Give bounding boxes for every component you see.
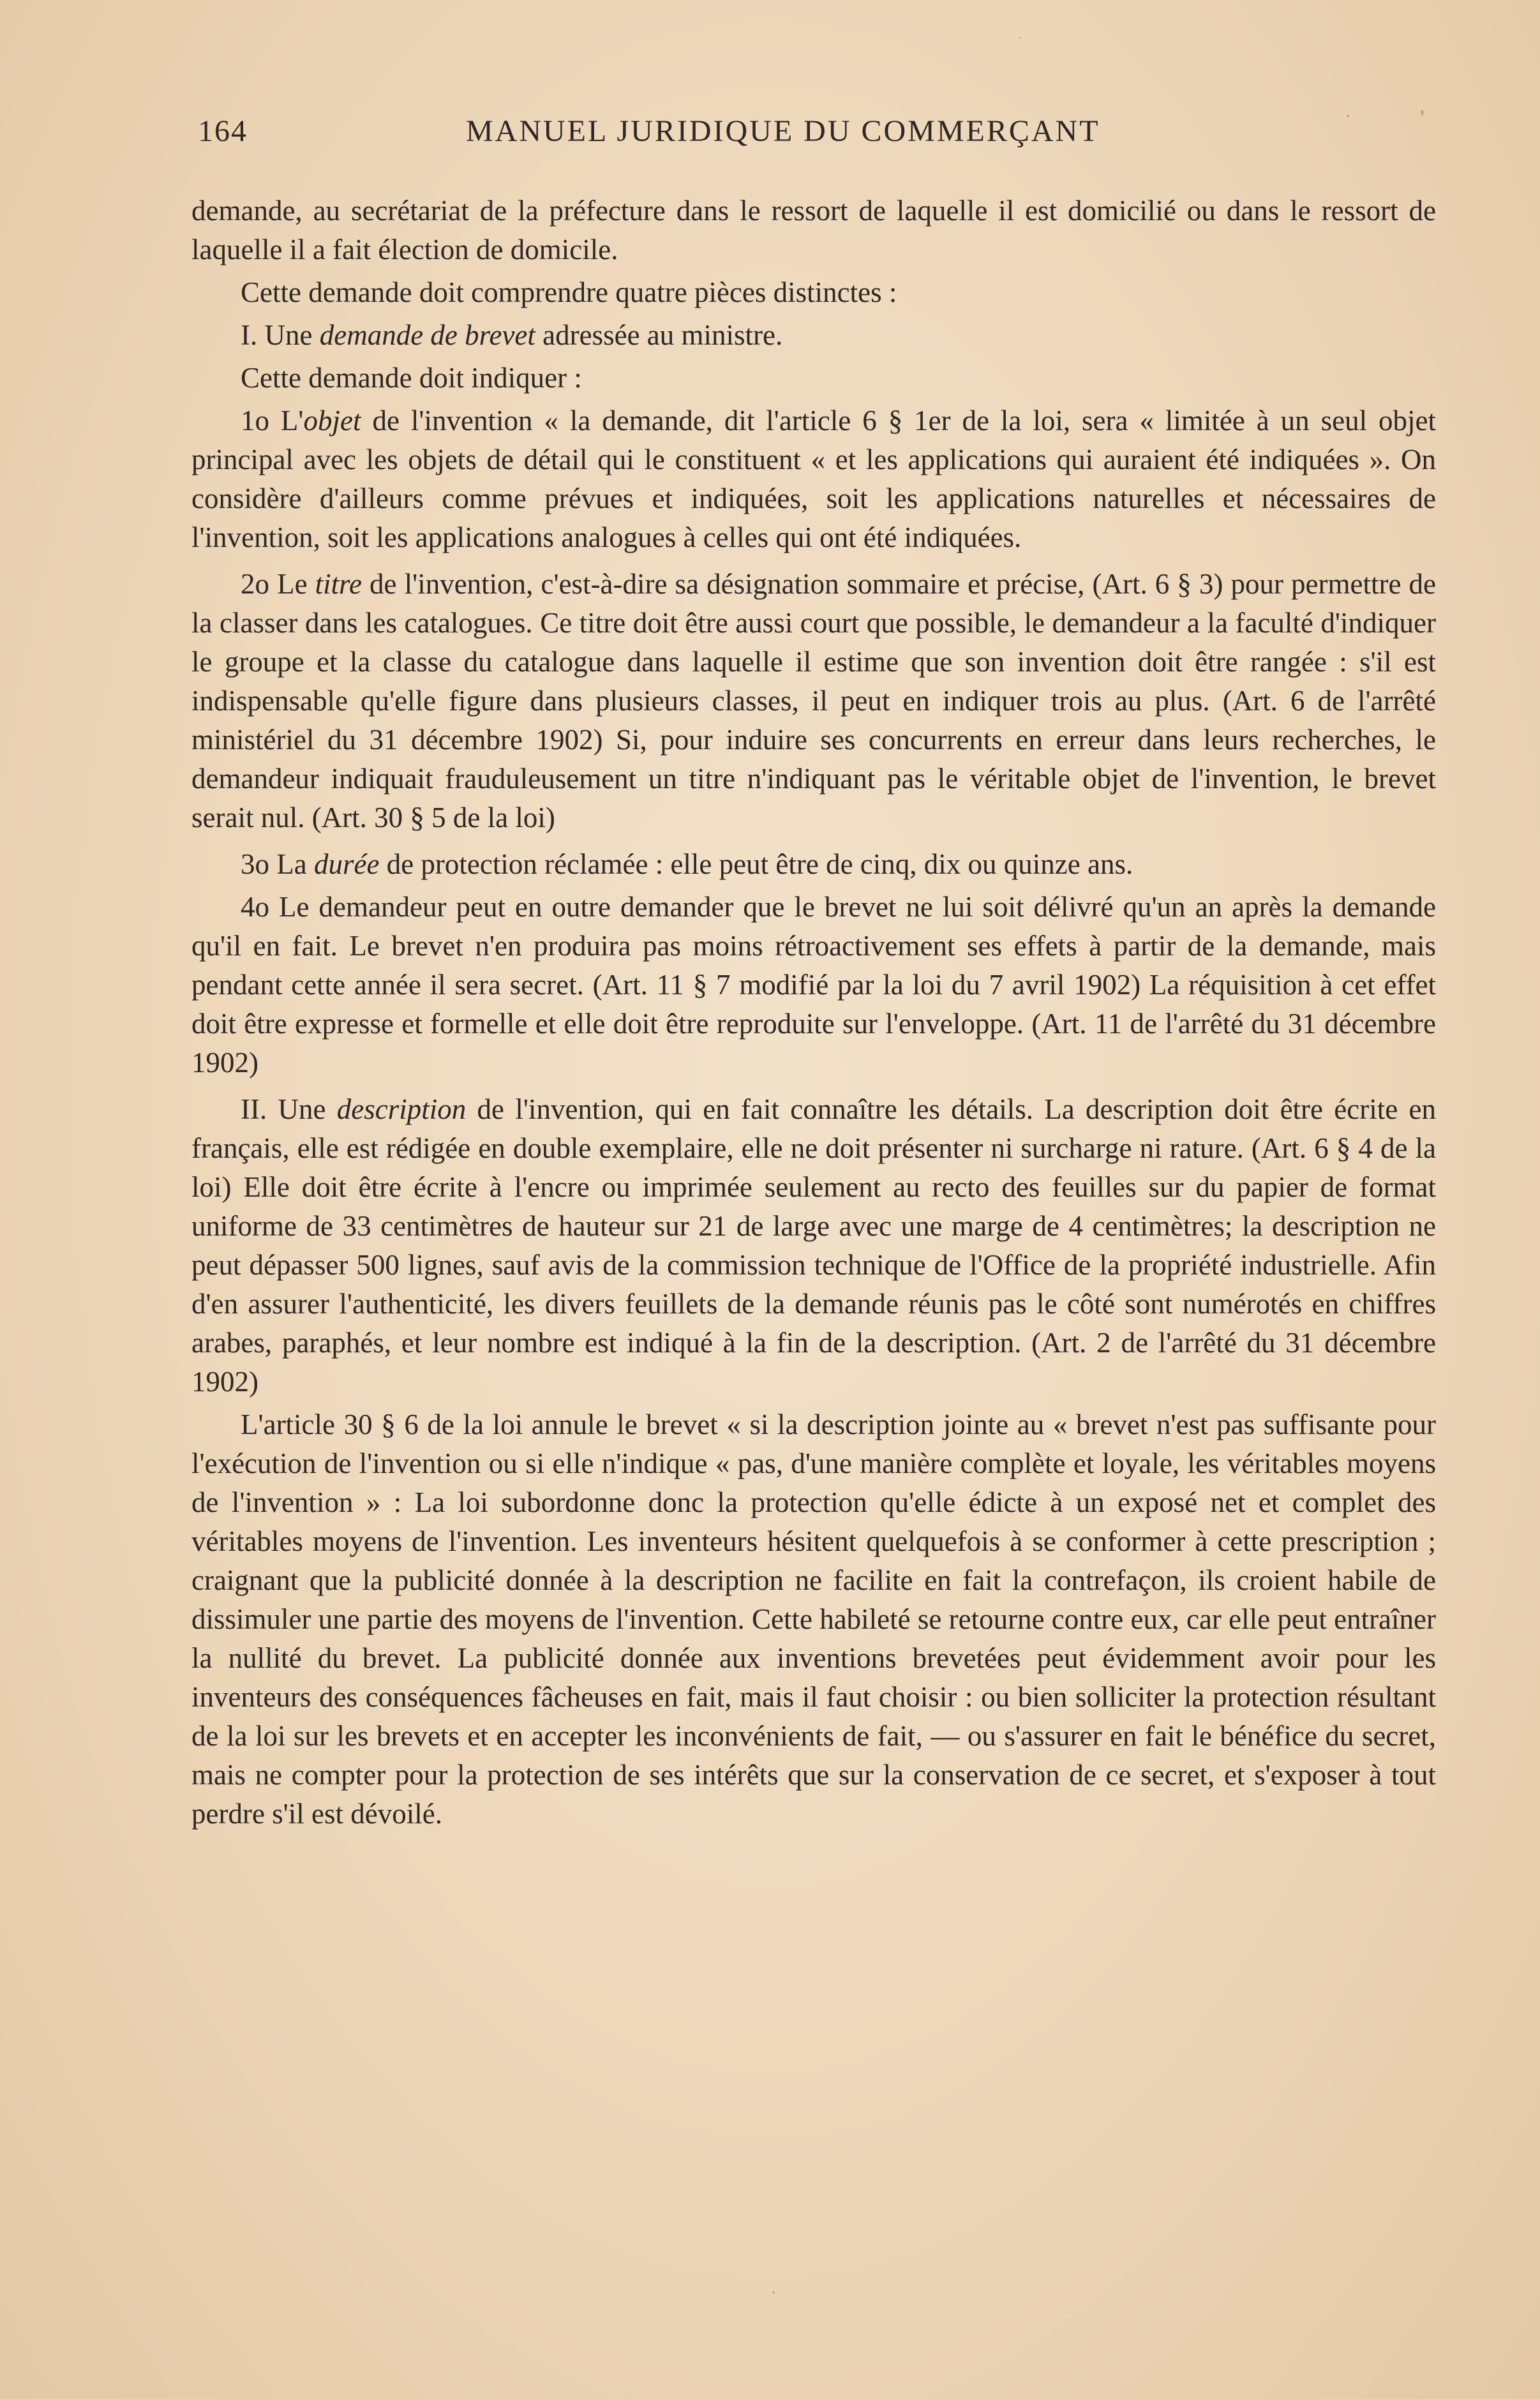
- text-run: adressée au ministre.: [535, 319, 783, 351]
- paragraph: [191, 1405, 1436, 1834]
- italic-term: titre: [315, 568, 362, 600]
- text-run: Cette demande doit comprendre quatre pièces distinctes :: [241, 276, 897, 308]
- page-number: 164: [198, 114, 248, 148]
- text-run: 4o Le demandeur peut en outre demander que le brevet ne lui soit délivré qu'un an après la demande qu'il en fait. Le brevet n'en produira pas moins rétroactivement ses effets à partir de la demande, mais pendant cette année il sera secret. (Art. 11 § 7 modifié par la loi du 7 avril 1902) La réquisition à cet effet doit être expresse et formelle et elle doit être reproduite sur l'enveloppe. (Art. 11 de l'arrêté du 31 décembre 1902): [191, 891, 1436, 1079]
- running-title: MANUEL JURIDIQUE DU COMMERÇANT: [466, 114, 1100, 148]
- italic-term: objet: [303, 405, 361, 437]
- text-run: II. Une: [241, 1093, 337, 1125]
- paragraph: [191, 565, 1436, 837]
- paragraph: [191, 401, 1436, 557]
- italic-term: description: [336, 1093, 467, 1125]
- text-run: I. Une: [241, 319, 320, 351]
- text-run: demande, au secrétariat de la préfecture dans le ressort de laquelle il est domicilié ou dans le ressort de laquelle il a fait élection de domicile.: [191, 195, 1436, 265]
- paragraph: [191, 316, 1436, 355]
- text-run: 2o Le: [241, 568, 315, 600]
- text-run: de l'invention, c'est-à-dire sa désignation sommaire et précise, (Art. 6 § 3) pour permettre de la classer dans les catalogues. Ce titre doit être aussi court que possible, le demandeur a la faculté d'indiquer le groupe et la classe du catalogue dans laquelle il estime que son invention doit être rangée : s'il est indispensable qu'elle figure dans plusieurs classes, il peut en indiquer trois au plus. (Art. 6 de l'arrêté ministériel du 31 décembre 1902) Si, pour induire ses concurrents en erreur dans leurs recherches, le demandeur indiquait frauduleusement un titre n'indiquant pas le véritable objet de l'invention, le brevet serait nul. (Art. 30 § 5 de la loi): [191, 568, 1436, 833]
- paragraph: [191, 359, 1436, 398]
- text-run: Cette demande doit indiquer :: [241, 362, 582, 394]
- paragraph: [191, 191, 1436, 269]
- italic-term: durée: [313, 848, 380, 880]
- text-run: L'article 30 § 6 de la loi annule le brevet « si la description jointe au « brevet n'est pas suffisante pour l'exécution de l'invention ou si elle n'indique « pas, d'une manière complète et loyale, les véritables moyens de l'invention » : La loi subordonne donc la protection qu'elle édicte à un exposé net et complet des véritables moyens de l'invention. Les inventeurs hésitent quelquefois à se conformer à cette prescription ; craignant que la publicité donnée à la description ne facilite en fait la contrefaçon, ils croient habile de dissimuler une partie des moyens de l'invention. Cette habileté se retourne contre eux, car elle peut entraîner la nullité du brevet. La publicité donnée aux inventions brevetées peut évidemment avoir pour les inventeurs des conséquences fâcheuses en fait, mais il faut choisir : ou bien solliciter la protection résultant de la loi sur les brevets et en accepter les inconvénients de fait, — ou s'assurer en fait le bénéfice du secret, mais ne compter pour la protection de ses intérêts que sur la conservation de ce secret, et s'exposer à tout perdre s'il est dévoilé.: [191, 1409, 1436, 1830]
- text-run: de l'invention, qui en fait connaître les détails. La description doit être écrite en français, elle est rédigée en double exemplaire, elle ne doit présenter ni surcharge ni rature. (Art. 6 § 4 de la loi) Elle doit être écrite à l'encre ou imprimée seulement au recto des feuilles sur du papier de format uniforme de 33 centimètres de hauteur sur 21 de large avec une marge de 4 centimètres; la description ne peut dépasser 500 lignes, sauf avis de la commission technique de l'Office de la propriété industrielle. Afin d'en assurer l'authenticité, les divers feuillets de la demande réunis pas le côté sont numérotés en chiffres arabes, paraphés, et leur nombre est indiqué à la fin de la description. (Art. 2 de l'arrêté du 31 décembre 1902): [191, 1093, 1436, 1398]
- paragraph: [191, 845, 1436, 884]
- text-run: 1o L': [241, 405, 304, 437]
- text-run: 3o La: [241, 848, 314, 880]
- text-run: de l'invention « la demande, dit l'article 6 § 1er de la loi, sera « limitée à un seul objet principal avec les objets de détail qui le constituent « et les applications qui auraient été indiquées ». On considère d'ailleurs comme prévues et indiquées, soit les applications naturelles et nécessaires de l'invention, soit les applications analogues à celles qui ont été indiquées.: [191, 405, 1436, 553]
- paragraph: [191, 1090, 1436, 1401]
- paper-speck: [1019, 37, 1020, 39]
- paragraph: [191, 888, 1436, 1082]
- text-run: de protection réclamée : elle peut être de cinq, dix ou quinze ans.: [379, 848, 1133, 880]
- running-head: [191, 114, 1455, 165]
- body-text: [191, 191, 1436, 1837]
- italic-term: demande de brevet: [319, 319, 535, 351]
- paper-speck: [772, 2291, 775, 2294]
- paragraph: [191, 273, 1436, 312]
